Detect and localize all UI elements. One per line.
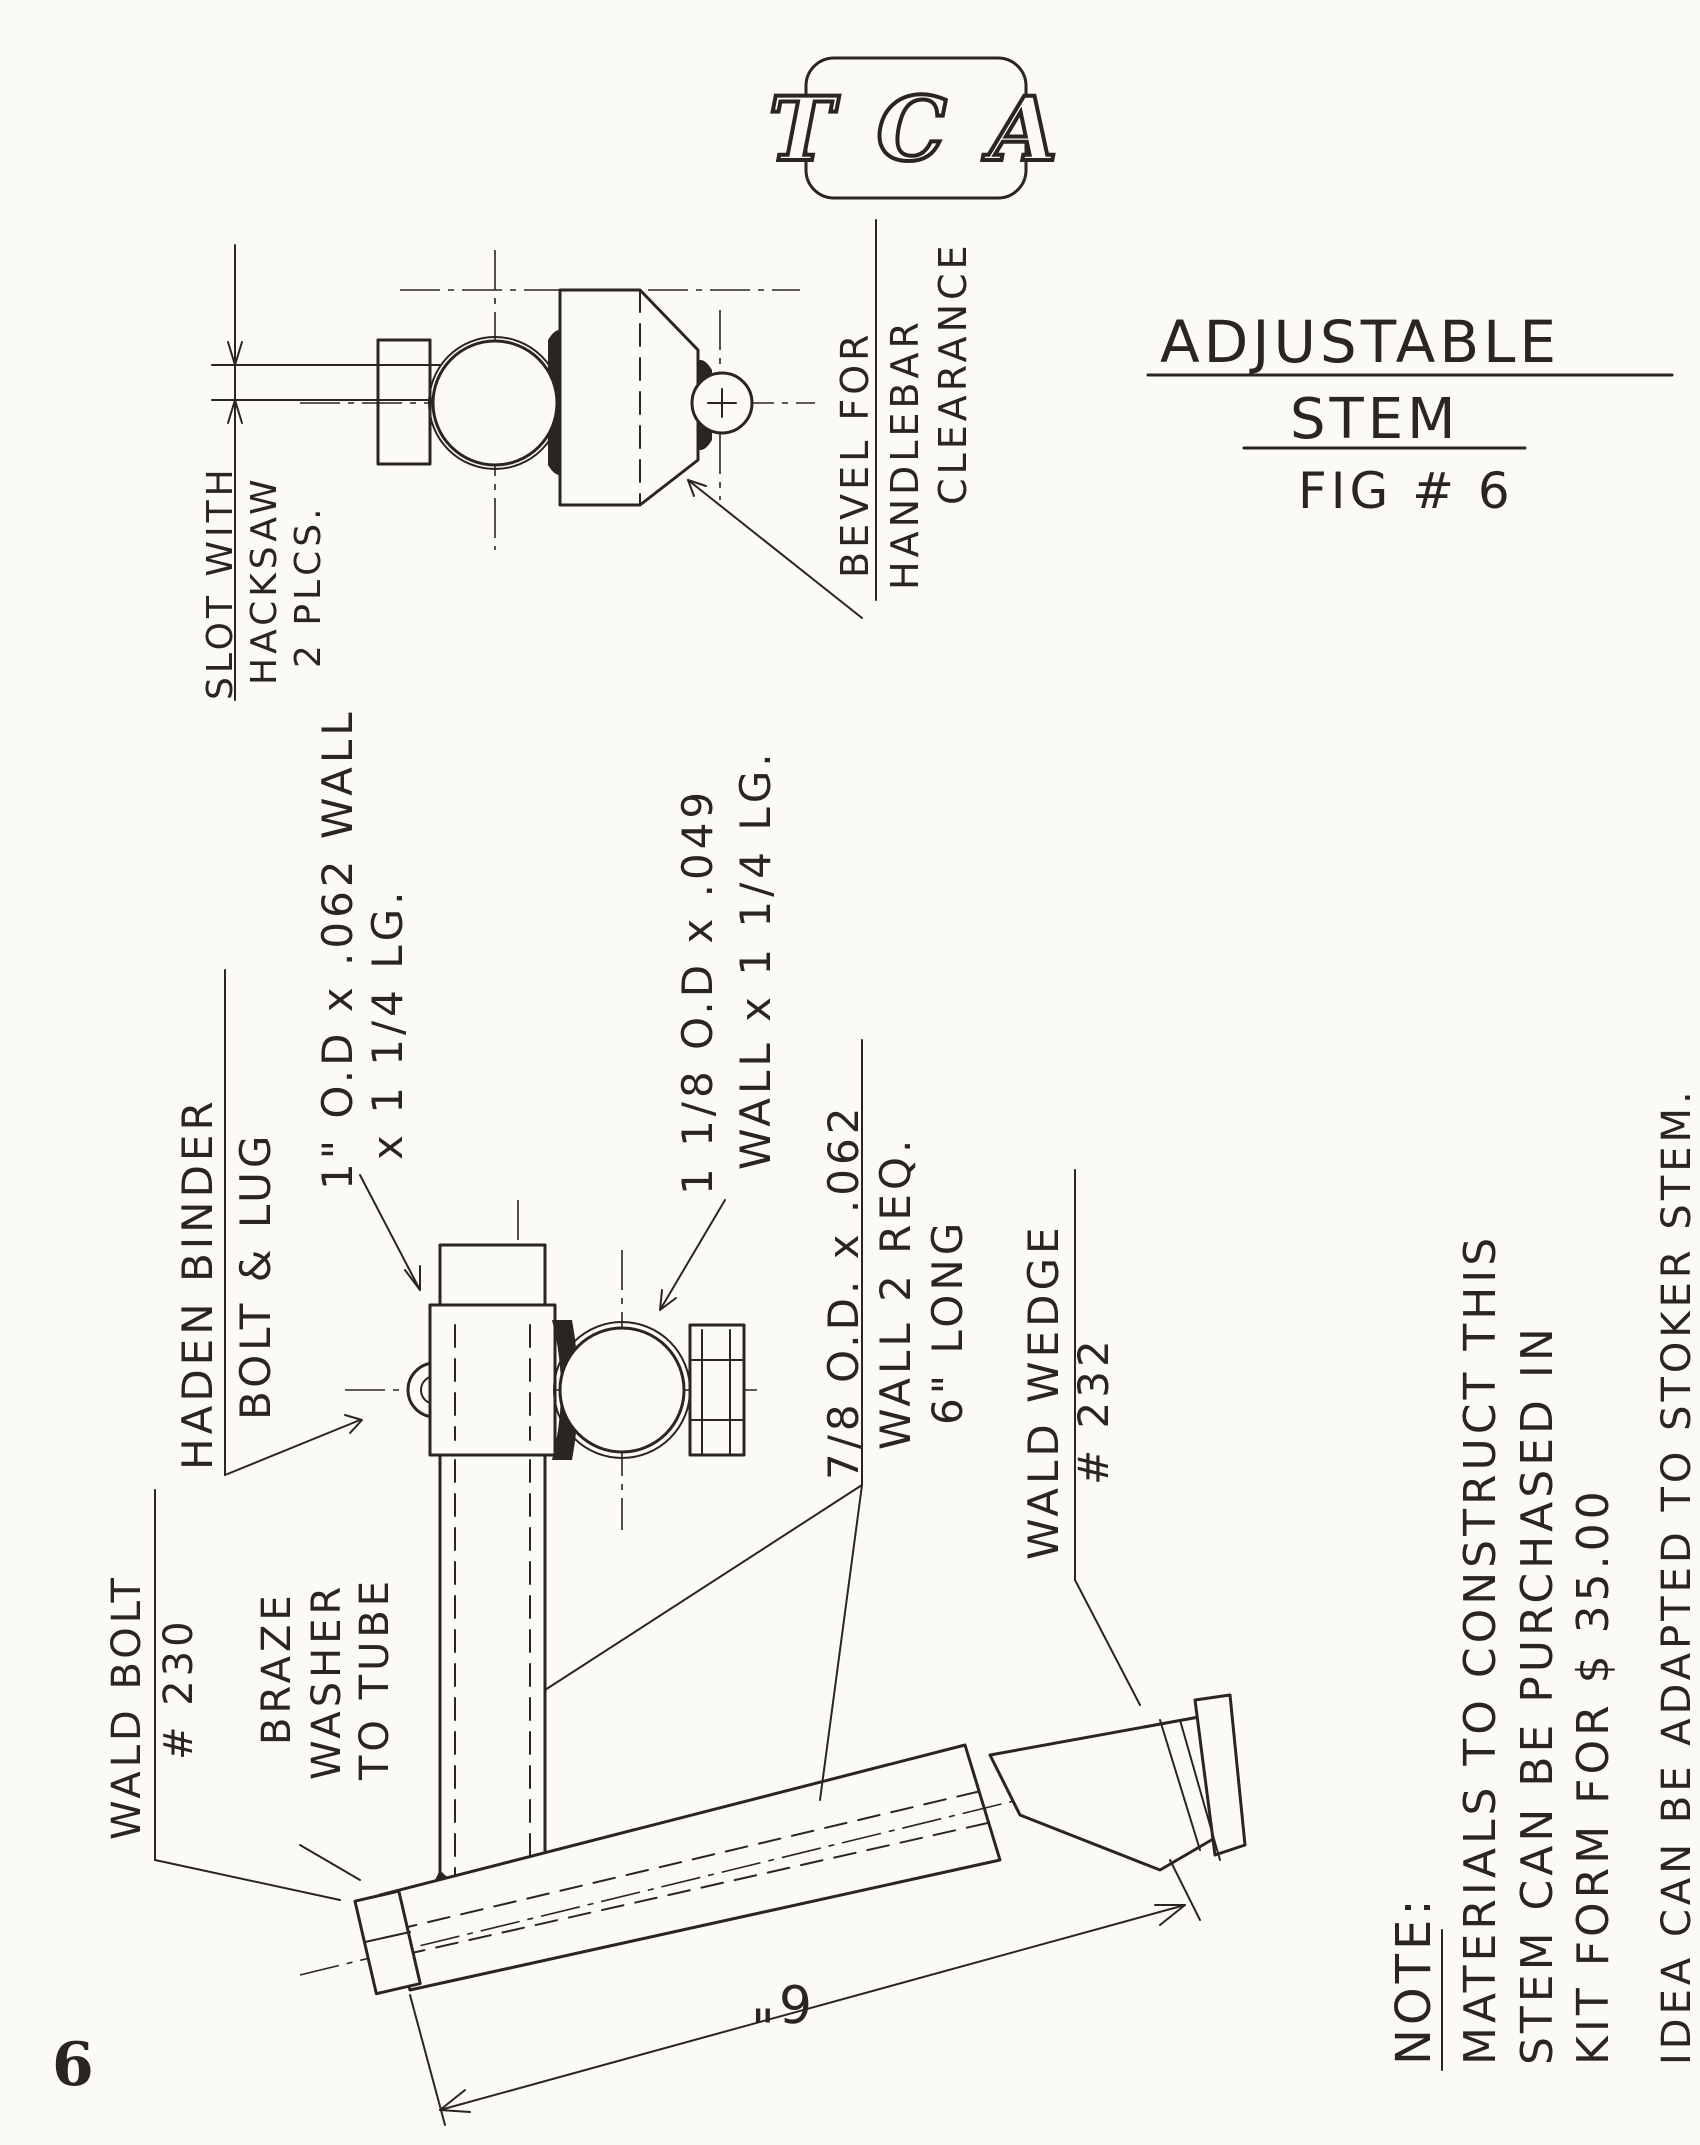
note-line2: STEM CAN BE PURCHASED IN bbox=[1512, 1324, 1563, 2065]
clamp-assembly bbox=[345, 1200, 760, 1903]
bevel-line2: HANDLEBAR bbox=[883, 318, 927, 590]
note-heading: NOTE: bbox=[1386, 1895, 1442, 2065]
tube3-line3: 6" LONG bbox=[923, 1218, 972, 1425]
binder-line1: HADEN BINDER bbox=[173, 1097, 222, 1470]
slot-callout bbox=[200, 465, 329, 700]
svg-text:T C A: T C A bbox=[768, 77, 1064, 181]
binder-line2: BOLT & LUG bbox=[231, 1131, 280, 1420]
note-line1: MATERIALS TO CONSTRUCT THIS bbox=[1455, 1233, 1506, 2065]
bevel-line3: CLEARANCE bbox=[931, 241, 975, 505]
wedge-line2: # 232 bbox=[1069, 1336, 1118, 1485]
slot-line1: SLOT WITH bbox=[200, 465, 241, 700]
tube3-line2: WALL 2 REQ. bbox=[871, 1135, 920, 1450]
title-line1: ADJUSTABLE bbox=[1160, 308, 1561, 376]
figure-number: FIG # 6 bbox=[1298, 462, 1514, 520]
bevel-line1: BEVEL FOR bbox=[833, 330, 877, 578]
bolt-callout bbox=[104, 1574, 202, 1840]
tube2-line2: WALL x 1 1/4 LG. bbox=[731, 749, 780, 1170]
tube3-callout bbox=[819, 1104, 972, 1480]
length-label: 6" bbox=[746, 1972, 812, 2032]
note-line3: KIT FORM FOR $ 35.00 bbox=[1568, 1487, 1619, 2065]
page-number: 6 bbox=[52, 2030, 94, 2100]
braze-line1: BRAZE bbox=[254, 1591, 300, 1745]
tube1-line2: x 1 1/4 LG. bbox=[363, 887, 412, 1160]
slot-line3: 2 PLCS. bbox=[288, 504, 329, 668]
title-line2: STEM bbox=[1290, 387, 1460, 452]
tube1-line1: 1" O.D x .062 WALL bbox=[313, 708, 362, 1190]
bevel-callout bbox=[833, 241, 975, 590]
braze-line3: TO TUBE bbox=[352, 1576, 398, 1780]
braze-line2: WASHER bbox=[304, 1582, 350, 1780]
tube1-callout bbox=[313, 708, 412, 1190]
wedge-line1: WALD WEDGE bbox=[1019, 1223, 1068, 1560]
tube3-line1: 7/8 O.D. x .062 bbox=[819, 1103, 868, 1480]
tube2-callout bbox=[673, 749, 780, 1195]
braze-callout bbox=[254, 1577, 398, 1781]
title-block bbox=[1148, 308, 1672, 520]
bolt-line1: WALD BOLT bbox=[104, 1574, 150, 1840]
tca-logo bbox=[768, 58, 1063, 198]
binder-callout bbox=[173, 1097, 280, 1470]
wedge-callout bbox=[1019, 1223, 1118, 1560]
slot-line2: HACKSAW bbox=[244, 475, 285, 685]
note-idea: IDEA CAN BE ADAPTED TO STOKER STEM. bbox=[1654, 1087, 1700, 2065]
tube2-line1: 1 1/8 O.D x .049 bbox=[673, 787, 722, 1195]
note-block bbox=[1386, 1087, 1700, 2070]
bolt-line2: # 230 bbox=[156, 1617, 202, 1760]
